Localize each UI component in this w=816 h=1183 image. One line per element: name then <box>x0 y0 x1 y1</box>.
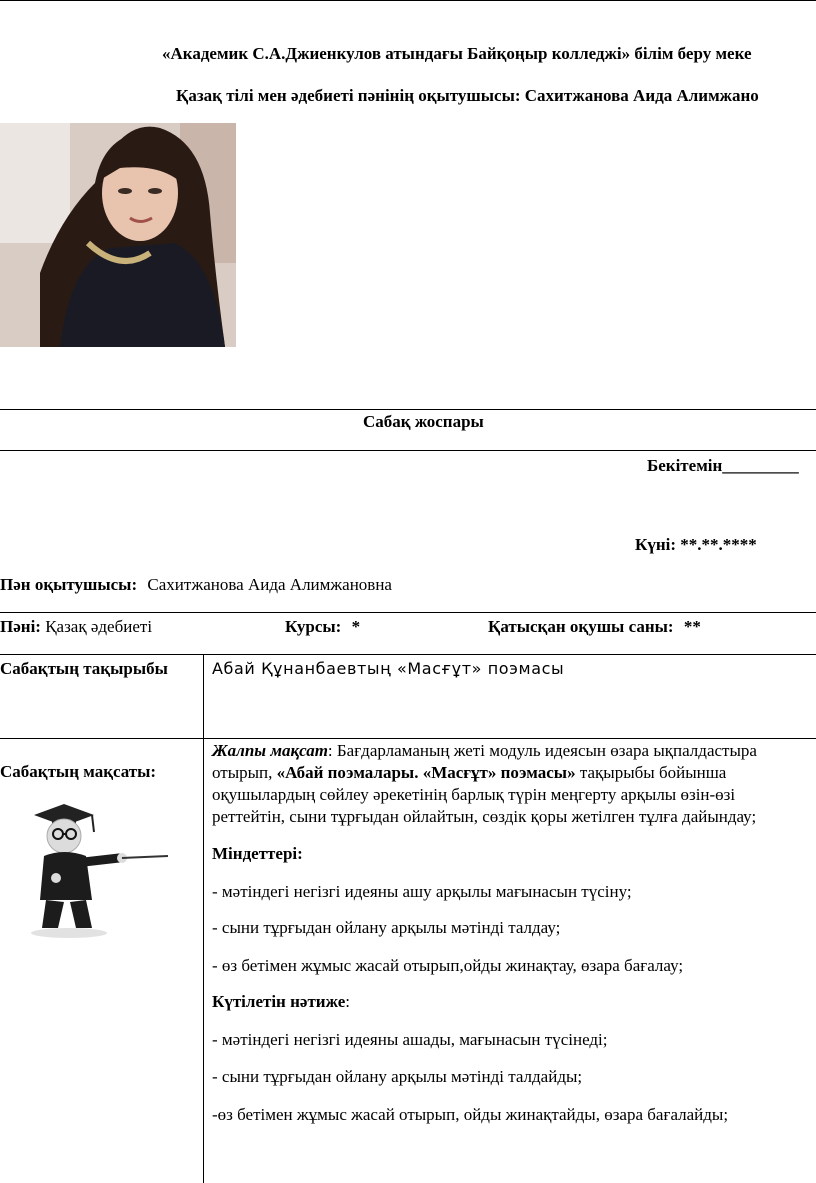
table-column-divider <box>203 654 204 1183</box>
students-field <box>488 617 701 637</box>
general-goal-text-2b: «Абай поэмалары. «Масғұт» поэмасы» <box>276 763 576 782</box>
subject-label: Пәні: <box>0 617 41 636</box>
task-item: - мәтіндегі негізгі идеяны ашу арқылы мағынасын түсіну; <box>212 882 632 901</box>
results-colon: : <box>345 992 350 1011</box>
approve-line: Бекітемін_________ <box>647 456 799 475</box>
results-label: Күтілетін нәтиже <box>212 992 346 1011</box>
general-goal-text-2c: тақырыбы бойынша <box>575 763 727 782</box>
result-item: -өз бетімен жұмыс жасай отырып, ойды жинақтайды, өзара бағалайды; <box>212 1105 729 1124</box>
course-label: Курсы: <box>285 617 342 636</box>
plan-title-bottom-border <box>0 450 816 451</box>
subject-field <box>0 617 152 637</box>
date-line: Күні: **.**.**** <box>635 535 757 554</box>
topic-label: Сабақтың тақырыбы <box>0 659 168 678</box>
course-value: * <box>351 617 361 636</box>
goal-label: Сабақтың мақсаты: <box>0 762 157 781</box>
teacher-name: Сахитжанова Аида Алимжановна <box>147 575 392 594</box>
tasks-label: Міндеттері: <box>212 844 303 863</box>
general-goal-line-4: реттейтін, сыни тұрғыдан ойлайтын, сөздік қоры жетілген тұлға дайындау; <box>212 807 757 826</box>
teacher-subtitle: Қазақ тілі мен әдебиеті пәнінің оқытушысы: Сахитжанова Аида Алимжано <box>176 86 759 105</box>
plan-title-top-border <box>0 409 816 410</box>
general-goal-line-2 <box>212 762 726 784</box>
task-item: - өз бетімен жұмыс жасай отырып,ойды жинақтау, өзара бағалау; <box>212 956 684 975</box>
plan-title: Сабақ жоспары <box>363 412 484 431</box>
students-label: Қатысқан оқушы саны: <box>488 617 674 636</box>
general-goal-text-1: : Бағдарламаның жеті модуль идеясын өзара ықпалдастыра <box>327 741 757 760</box>
result-item: - сыни тұрғыдан ойлану арқылы мәтінді талдайды; <box>212 1067 583 1086</box>
subject-value: Қазақ әдебиеті <box>45 617 153 636</box>
info-top-border <box>0 612 816 613</box>
task-item: - сыни тұрғыдан ойлану арқылы мәтінді талдау; <box>212 918 561 937</box>
topic-row-bottom-border <box>0 738 816 739</box>
result-item: - мәтіндегі негізгі идеяны ашады, мағынасын түсінеді; <box>212 1030 608 1049</box>
general-goal-line-1 <box>212 740 757 762</box>
students-value: ** <box>683 617 701 636</box>
course-field <box>285 617 360 637</box>
top-border <box>0 0 816 1</box>
teacher-row <box>0 575 392 595</box>
graduate-pointer-icon <box>24 800 174 940</box>
institution-title: «Академик С.А.Джиенкулов атындағы Байқоңыр колледжі» білім беру меке <box>162 44 752 63</box>
general-goal-label: Жалпы мақсат <box>212 741 328 760</box>
results-heading <box>212 991 350 1013</box>
general-goal-line-3: оқушылардың сөйлеу әрекетінің барлық түрін меңгерту арқылы өзін-өзі <box>212 785 736 804</box>
general-goal-text-2a: отырып, <box>212 763 277 782</box>
teacher-label: Пән оқытушысы: <box>0 575 138 594</box>
topic-value: Абай Құнанбаевтың «Масғұт» поэмасы <box>212 659 565 678</box>
teacher-photo <box>0 123 236 347</box>
table-top-border <box>0 654 816 655</box>
